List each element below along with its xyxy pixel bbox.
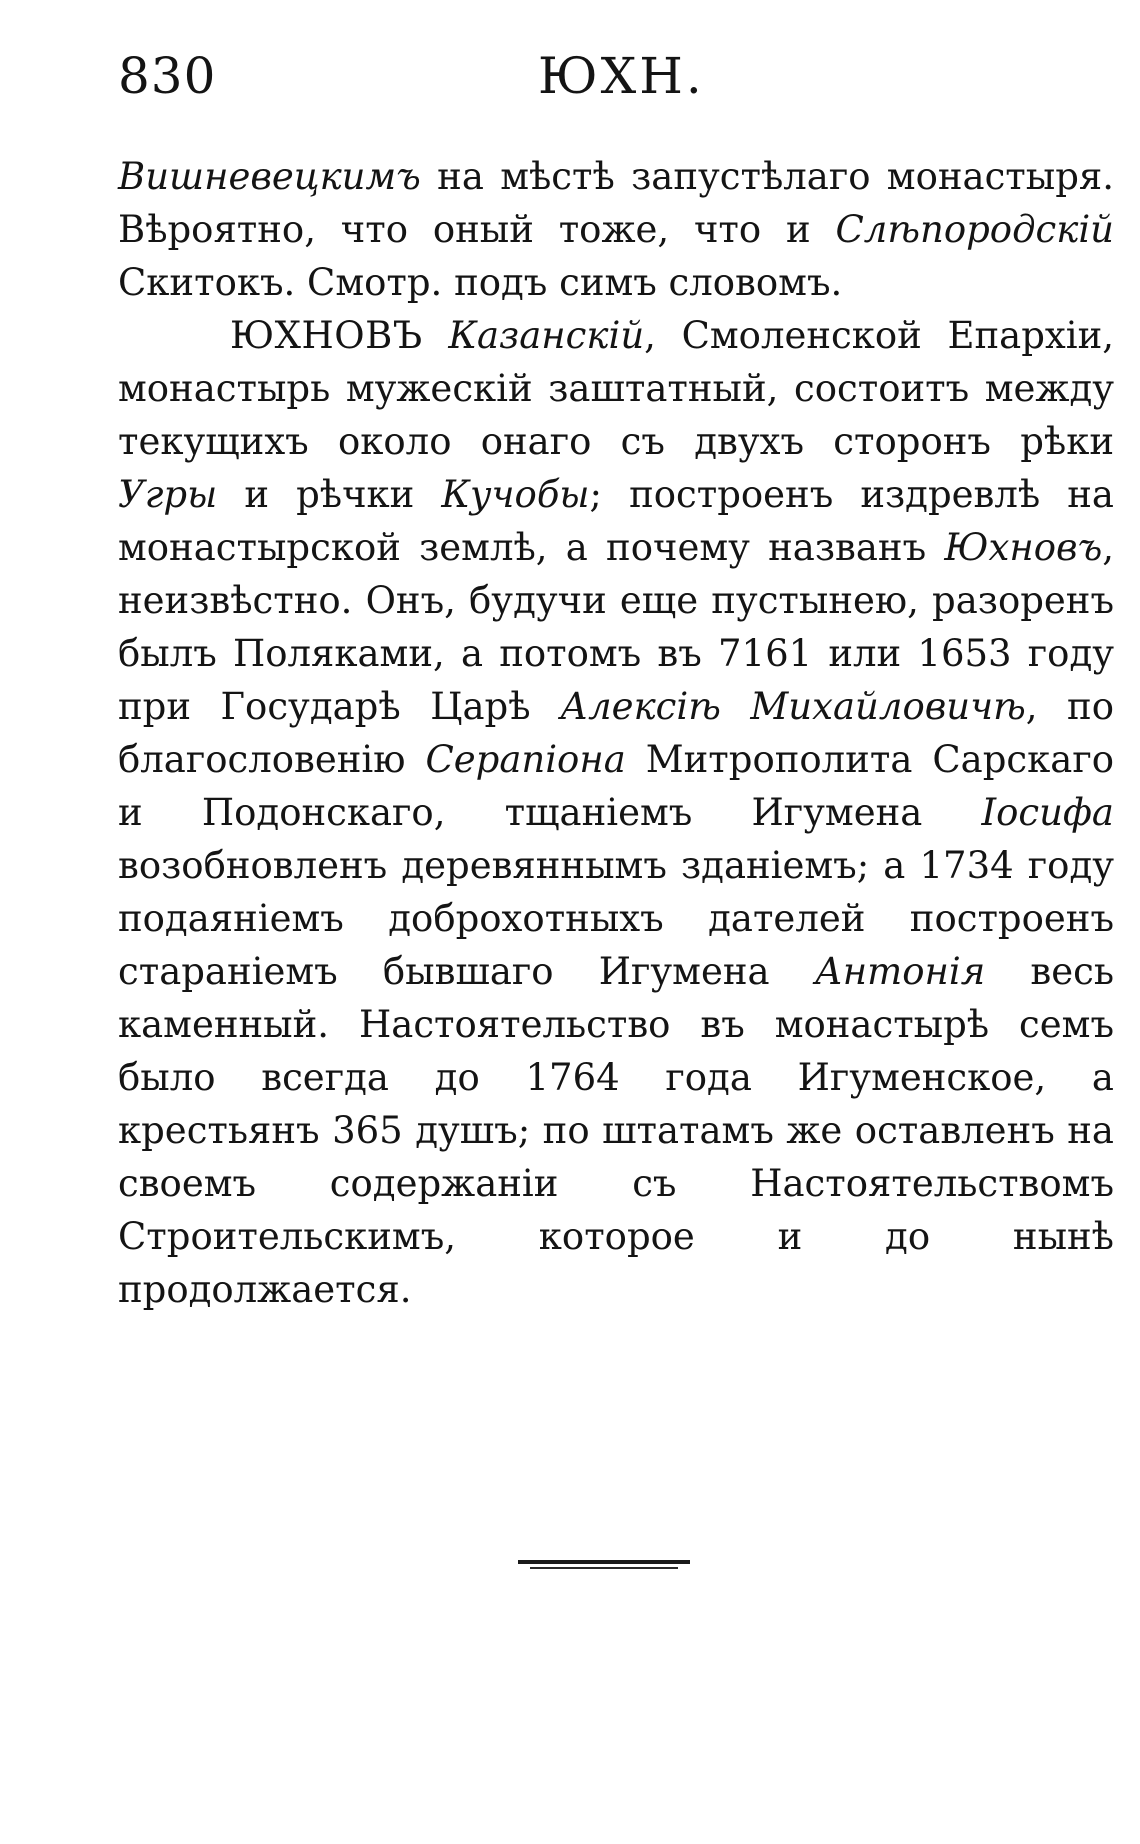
running-head: ЮХН. xyxy=(538,47,705,105)
italic-name: Угры xyxy=(118,473,218,516)
text-run: и рѣчки xyxy=(217,473,442,516)
italic-name: Кучобы xyxy=(441,473,590,516)
page-number: 830 xyxy=(118,47,217,105)
text-run: , по благословенію xyxy=(118,685,1114,781)
italic-name: Антонія xyxy=(814,950,986,993)
italic-name: Серапіона xyxy=(425,738,626,781)
italic-name: Юхновъ xyxy=(944,526,1103,569)
italic-name: Іосифа xyxy=(981,791,1114,834)
text-run: на мѣстѣ запустѣлаго монастыря. Вѣроятно, что оный тоже, что и xyxy=(118,155,1114,251)
text-run: ; построенъ издревлѣ на монастырской землѣ, а почему названъ xyxy=(118,473,1114,569)
paragraph-entry-yukhnov xyxy=(118,309,1114,1316)
italic-name: Казанскій xyxy=(448,314,645,357)
rule-line-thin xyxy=(530,1567,678,1569)
paragraph-continuation xyxy=(118,150,1114,309)
entry-headword: ЮХНОВЪ xyxy=(230,314,423,357)
section-end-rule xyxy=(518,1560,690,1570)
body-text xyxy=(118,150,1114,1316)
text-run: , неизвѣстно. Онъ, будучи еще пустынею, разоренъ былъ Поляками, а потомъ въ 7161 или 1653 году при Государѣ Царѣ xyxy=(118,526,1114,728)
italic-name: Алексіѣ Михайловичѣ xyxy=(560,685,1026,728)
text-run xyxy=(423,314,449,357)
text-run: Митрополита Сарскаго и Подонскаго, тщаніемъ Игумена xyxy=(118,738,1114,834)
text-run: , Смоленской Епархіи, монастырь мужескій заштатный, состоитъ между текущихъ около онаго съ двухъ сторонъ рѣки xyxy=(118,314,1114,463)
text-run: весь каменный. Настоятельство въ монастырѣ семъ было всегда до 1764 года Игуменское, а крестьянъ 365 душъ; по штатамъ же оставленъ на своемъ содержаніи съ Настоятельствомъ Строительскимъ, которое и до нынѣ продолжается. xyxy=(118,950,1114,1311)
rule-line-thick xyxy=(518,1560,690,1564)
italic-name: Вишневецкимъ xyxy=(118,155,421,198)
text-run: возобновленъ деревяннымъ зданіемъ; а 1734 году подаяніемъ доброхотныхъ датeлей построенъ стараніемъ бывшаго Игумена xyxy=(118,844,1114,993)
page-header xyxy=(118,46,1060,106)
italic-name: Слѣпородскій xyxy=(835,208,1114,251)
text-run: Скитокъ. Смотр. подъ симъ словомъ. xyxy=(118,261,843,304)
